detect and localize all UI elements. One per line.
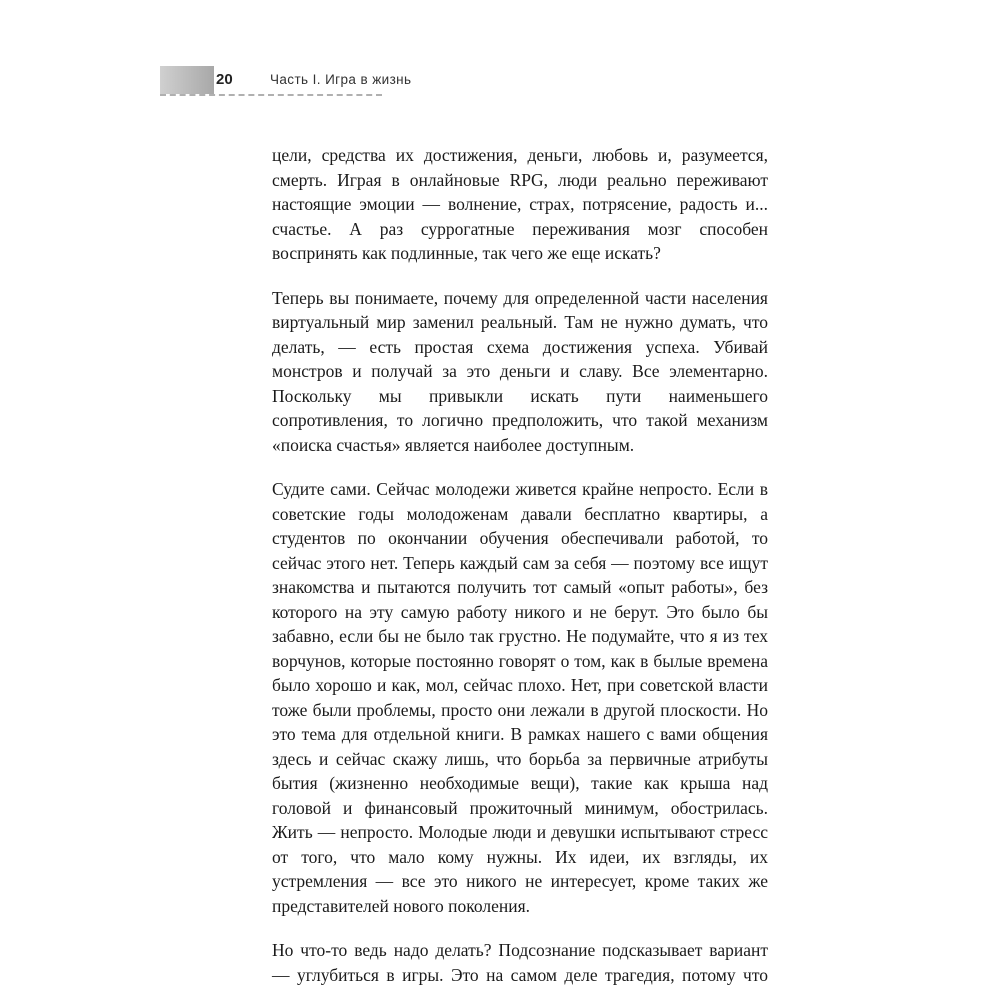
paragraph: Теперь вы понимаете, почему для определенной части населения виртуальный мир заменил реальный. Там не нужно думать, что делать, — есть простая схема достижения успеха. Убивай монстров и получай за это деньги и славу. Все элементарно. Поскольку мы привыкли искать пути наименьшего сопротивления, то логично предположить, что такой механизм «поиска счастья» является наиболее доступным. <box>272 287 768 455</box>
paragraph: цели, средства их достижения, деньги, любовь и, разумеется, смерть. Играя в онлайновые RPG, люди реально переживают настоящие эмоции — волнение, страх, потрясение, радость и... счастье. А раз суррогатные переживания мозг способен воспринять как подлинные, так чего же еще искать? <box>272 145 768 263</box>
body-text <box>272 143 768 1007</box>
paragraph: Судите сами. Сейчас молодежи живется крайне непросто. Если в советские годы молодоженам давали бесплатно квартиры, а студентов по окончании обучения обеспечивали работой, то сейчас этого нет. Теперь каждый сам за себя — поэтому все ищут знакомства и пытаются получить тот самый «опыт работы», без которого на эту самую работу никого и не берут. Это было бы забавно, если бы не было так грустно. Не подумайте, что я из тех ворчунов, которые постоянно говорят о том, как в былые времена было хорошо и как, мол, сейчас плохо. Нет, при советской власти тоже были проблемы, просто они лежали в другой плоскости. Но это тема для отдельной книги. В рамках нашего с вами общения здесь и сейчас скажу лишь, что борьба за первичные атрибуты бытия (жизненно необходимые вещи), такие как крыша над головой и финансовый прожиточный минимум, обострилась. Жить — непросто. Молодые люди и девушки испытывают стресс от того, что мало кому нужны. Их идеи, их взгляды, их устремления — все это никого не интересует, кроме таких же представителей нового поколения. <box>272 479 768 916</box>
chapter-title: Часть I. Игра в жизнь <box>270 72 412 87</box>
header-dashed-rule <box>160 94 382 96</box>
running-header <box>160 66 412 98</box>
page-number: 20 <box>216 71 233 88</box>
header-gradient-bar <box>160 66 214 94</box>
paragraph: Но что-то ведь надо делать? Подсознание подсказывает вариант — углубиться в игры. Это на самом деле трагедия, потому что <box>272 940 768 985</box>
